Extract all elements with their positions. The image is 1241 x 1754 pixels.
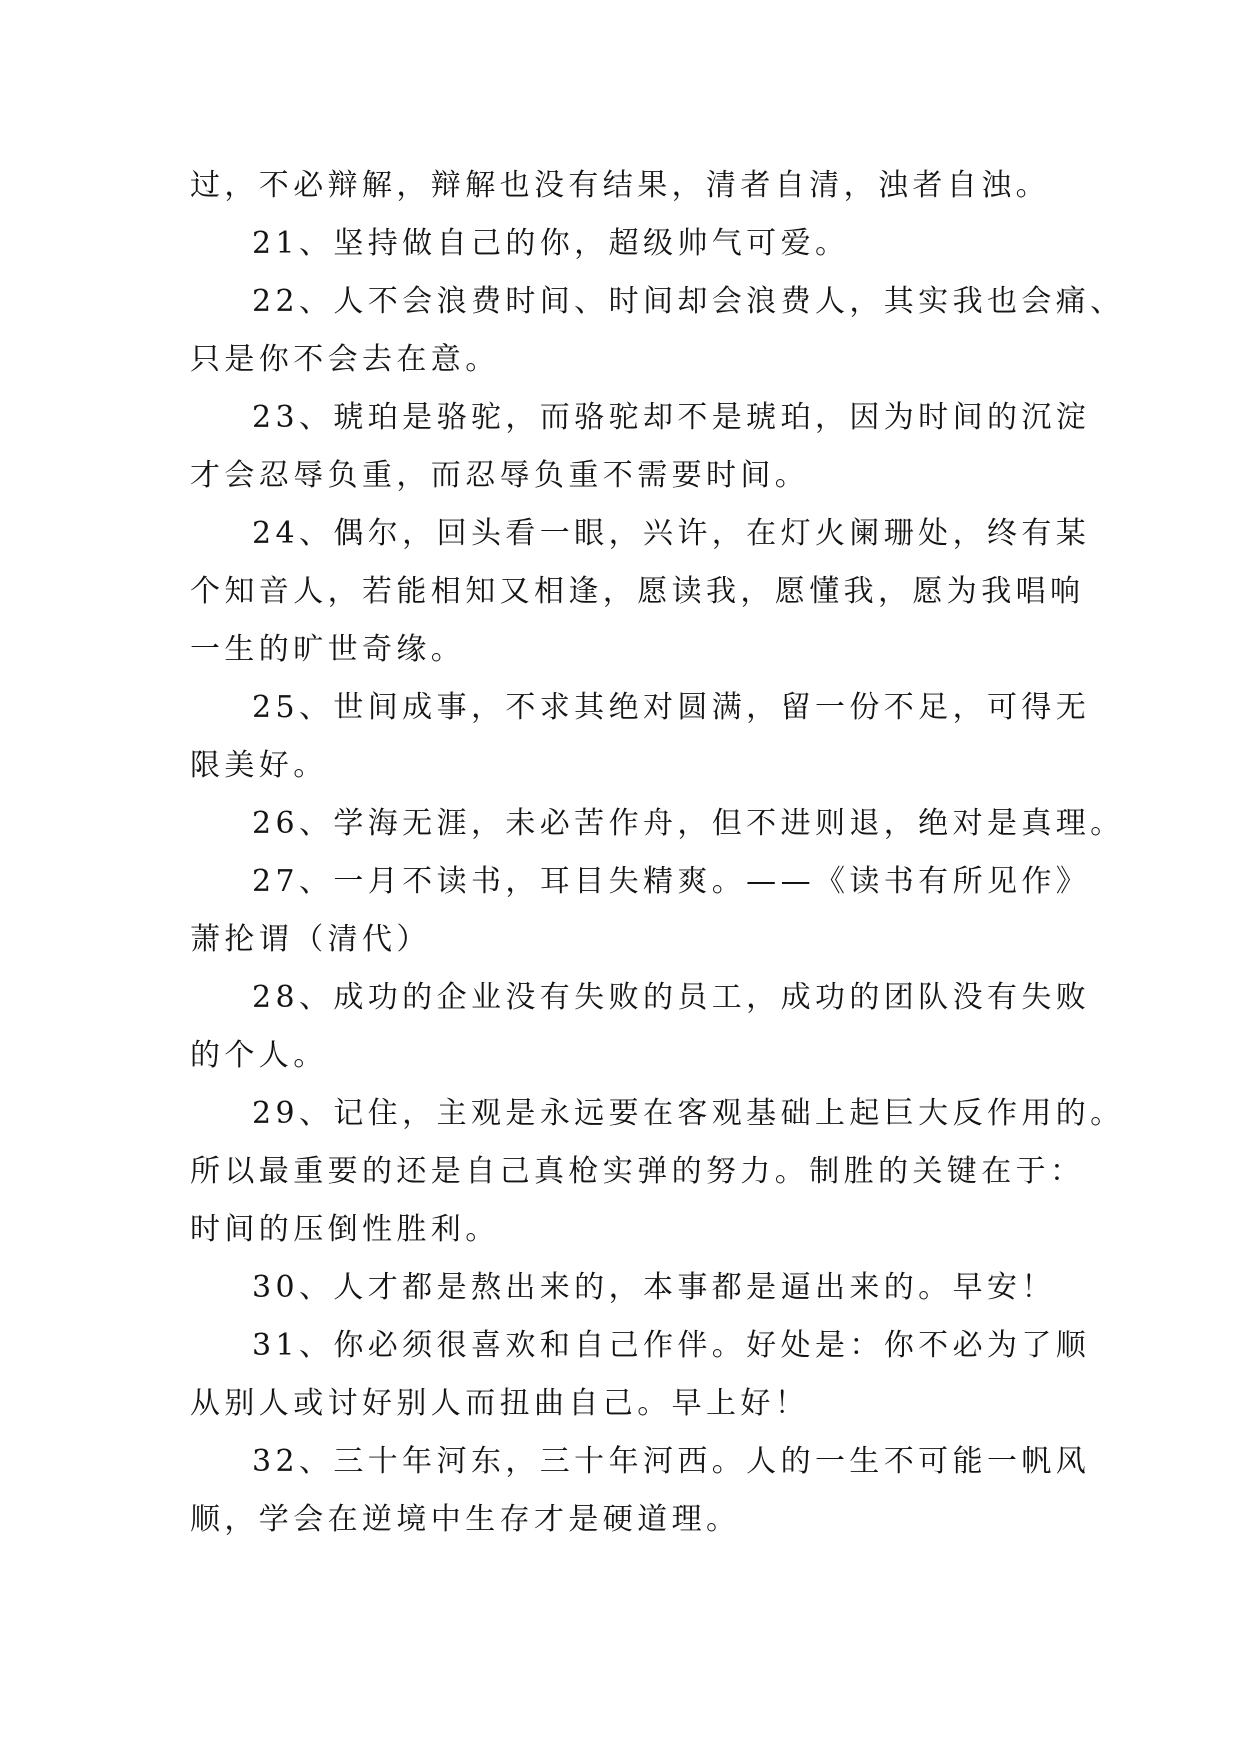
text-line-17: 29、记住，主观是永远要在客观基础上起巨大反作用的。 xyxy=(252,1096,1125,1131)
text-line-19: 时间的压倒性胜利。 xyxy=(190,1212,500,1247)
text-line-21: 31、你必须很喜欢和自己作伴。好处是：你不必为了顺 xyxy=(252,1328,1091,1363)
text-line-10: 25、世间成事，不求其绝对圆满，留一份不足，可得无 xyxy=(252,690,1091,725)
text-line-14: 萧抡谓（清代） xyxy=(190,922,431,957)
text-line-11: 限美好。 xyxy=(190,748,328,783)
text-line-20: 30、人才都是熬出来的，本事都是逼出来的。早安！ xyxy=(252,1270,1056,1305)
text-line-23: 32、三十年河东，三十年河西。人的一生不可能一帆风 xyxy=(252,1444,1091,1479)
text-line-3: 22、人不会浪费时间、时间却会浪费人，其实我也会痛、 xyxy=(252,284,1125,319)
text-line-16: 的个人。 xyxy=(190,1038,328,1073)
text-line-4: 只是你不会去在意。 xyxy=(190,342,500,377)
text-line-18: 所以最重要的还是自己真枪实弹的努力。制胜的关键在于： xyxy=(190,1154,1085,1189)
text-line-13: 27、一月不读书，耳目失精爽。——《读书有所见作》 xyxy=(252,864,1091,899)
text-line-7: 24、偶尔，回头看一眼，兴许，在灯火阑珊处，终有某 xyxy=(252,516,1091,551)
text-line-24: 顺，学会在逆境中生存才是硬道理。 xyxy=(190,1502,741,1537)
text-line-5: 23、琥珀是骆驼，而骆驼却不是琥珀，因为时间的沉淀 xyxy=(252,400,1091,435)
text-line-9: 一生的旷世奇缘。 xyxy=(190,632,466,667)
text-line-8: 个知音人，若能相知又相逢，愿读我，愿懂我，愿为我唱响 xyxy=(190,574,1085,609)
text-line-12: 26、学海无涯，未必苦作舟，但不进则退，绝对是真理。 xyxy=(252,806,1125,841)
text-line-22: 从别人或讨好别人而扭曲自己。早上好！ xyxy=(190,1386,810,1421)
text-line-15: 28、成功的企业没有失败的员工，成功的团队没有失败 xyxy=(252,980,1091,1015)
text-line-1: 过，不必辩解，辩解也没有结果，清者自清，浊者自浊。 xyxy=(190,168,1050,203)
text-line-6: 才会忍辱负重，而忍辱负重不需要时间。 xyxy=(190,458,810,493)
text-line-2: 21、坚持做自己的你，超级帅气可爱。 xyxy=(252,226,850,261)
